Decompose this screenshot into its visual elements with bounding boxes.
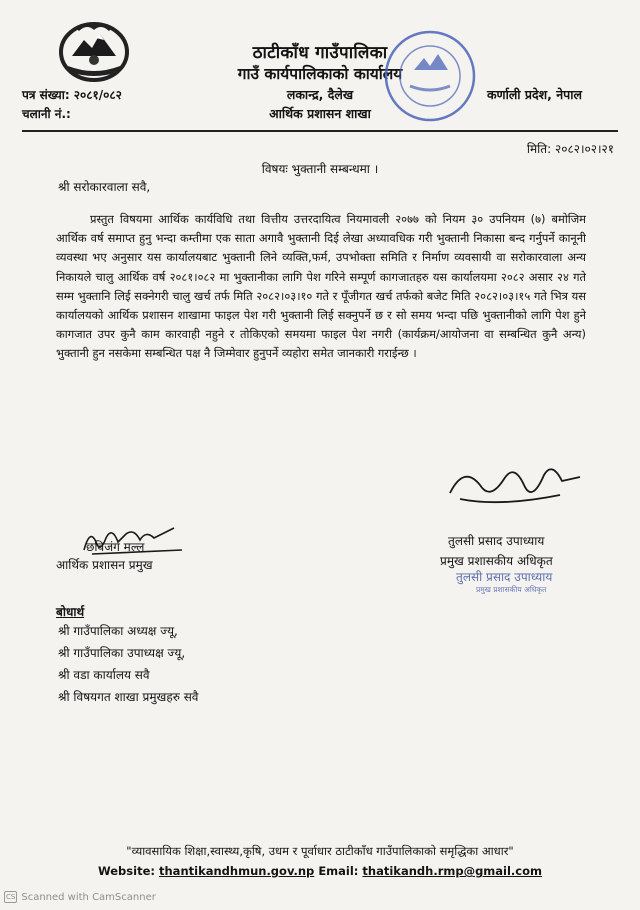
cao-name-stamp: तुलसी प्रसाद उपाध्याय bbox=[456, 570, 553, 584]
cao-signature bbox=[440, 455, 590, 525]
letter-date: मिति: २०८२।०२।२१ bbox=[526, 142, 614, 156]
footer-slogan: "व्यावसायिक शिक्षा,स्वास्थ्य,कृषि, उधम र पूर्वाधार ठाटीकाँध गाउँपालिकाको समृद्धिका आधार" bbox=[126, 844, 514, 858]
letter-subject: विषयः भुक्तानी सम्बन्धमा । bbox=[261, 162, 379, 176]
letter-body: प्रस्तुत विषयमा आर्थिक कार्यविधि तथा वित्तीय उत्तरदायित्व नियमावली २०७७ को नियम ३० उपनियम (७) बमोजिम आर्थिक वर्ष समाप्त हुनु भन्दा कम्तीमा एक साता अगावै भुक्तानी दिई लेखा अध्यावधिक गरी भुक्तानी निकासा बन्द गर्नुपर्ने कानूनी व्यवस्था भए अनुसार यस कार्यालयबाट भुक्तानी लिने व्यक्ति,फर्म, उपभोक्ता समिति र निर्माण व्यवसायी वा सरोकारवाला अन्य निकायले चालु आर्थिक वर्ष २०८१।०८२ मा भुक्तानीका लागि पेश गरिने सम्पूर्ण कागजातहरु यस कार्यालयमा २०८२ असार २४ गते सम्म भुक्तानि लिई सक्नेगरी चालु खर्च तर्फ मिति २०८२।०३।१० गते र पूँजीगत खर्च तर्फको बजेट मिति २०८२।०३।१५ गते भित्र यस कार्यालयको आर्थिक प्रशासन शाखामा फाइल पेश गरी भुक्तानी लिई सक्नुपर्ने छ र सो समय भन्दा पछि भुक्तानीको लागि पेश हुने कागजात उपर कुनै काम कारवाही नहुने र तोकिएको समयमा फाइल पेश नगरी (कार्यक्रम/आयोजना वा सम्बन्धित कुनै अन्य) भुक्तानी हुन नसकेमा सम्बन्धित पक्ष नै जिम्मेवार हुनुपर्ने व्यहोरा समेत जानकारी गराईन्छ । bbox=[56, 212, 586, 361]
cc-item: श्री वडा कार्यालय सवै bbox=[58, 668, 150, 682]
province-label: कर्णाली प्रदेश, नेपाल bbox=[486, 87, 582, 102]
cc-item: श्री गाउँपालिका अध्यक्ष ज्यू, bbox=[58, 624, 178, 638]
camscanner-icon: CS bbox=[6, 893, 16, 901]
website-link[interactable]: thantikandhmun.gov.np bbox=[159, 864, 315, 878]
cc-heading: बोधार्थ bbox=[56, 605, 85, 619]
branch-name: आर्थिक प्रशासन शाखा bbox=[269, 106, 371, 121]
cc-list bbox=[58, 620, 198, 708]
website-label: Website: bbox=[97, 864, 155, 878]
header-divider bbox=[22, 130, 618, 132]
dispatch-number: चलानी नं.: bbox=[22, 107, 71, 121]
scanner-watermark bbox=[4, 891, 156, 903]
cao-title-stamp: प्रमुख प्रशासकीय अधिकृत bbox=[476, 585, 547, 594]
municipality-title: ठाटीकाँध गाउँपालिका bbox=[252, 43, 388, 63]
reference-number: पत्र संख्या: २०८१/०८२ bbox=[22, 88, 122, 102]
cc-item: श्री विषयगत शाखा प्रमुखहरु सवै bbox=[58, 690, 199, 704]
cao-name: तुलसी प्रसाद उपाध्याय bbox=[448, 534, 545, 548]
office-name: गाउँ कार्यपालिकाको कार्यालय bbox=[237, 65, 403, 83]
finance-chief-title: आर्थिक प्रशासन प्रमुख bbox=[56, 558, 153, 572]
salutation: श्री सरोकारवाला सवै, bbox=[58, 180, 151, 194]
cao-title: प्रमुख प्रशासकीय अधिकृत bbox=[440, 554, 553, 568]
cc-item: श्री गाउँपालिका उपाध्यक्ष ज्यू, bbox=[58, 646, 186, 660]
footer-contact bbox=[0, 864, 640, 878]
email-link[interactable]: thatikandh.rmp@gmail.com bbox=[362, 864, 543, 878]
office-location: लकान्द्र, दैलेख bbox=[286, 87, 354, 102]
finance-chief-name: छविजंग मल्ल bbox=[86, 540, 145, 554]
email-label: Email: bbox=[318, 864, 359, 878]
watermark-text: Scanned with CamScanner bbox=[21, 891, 156, 903]
office-seal-stamp bbox=[380, 28, 480, 124]
